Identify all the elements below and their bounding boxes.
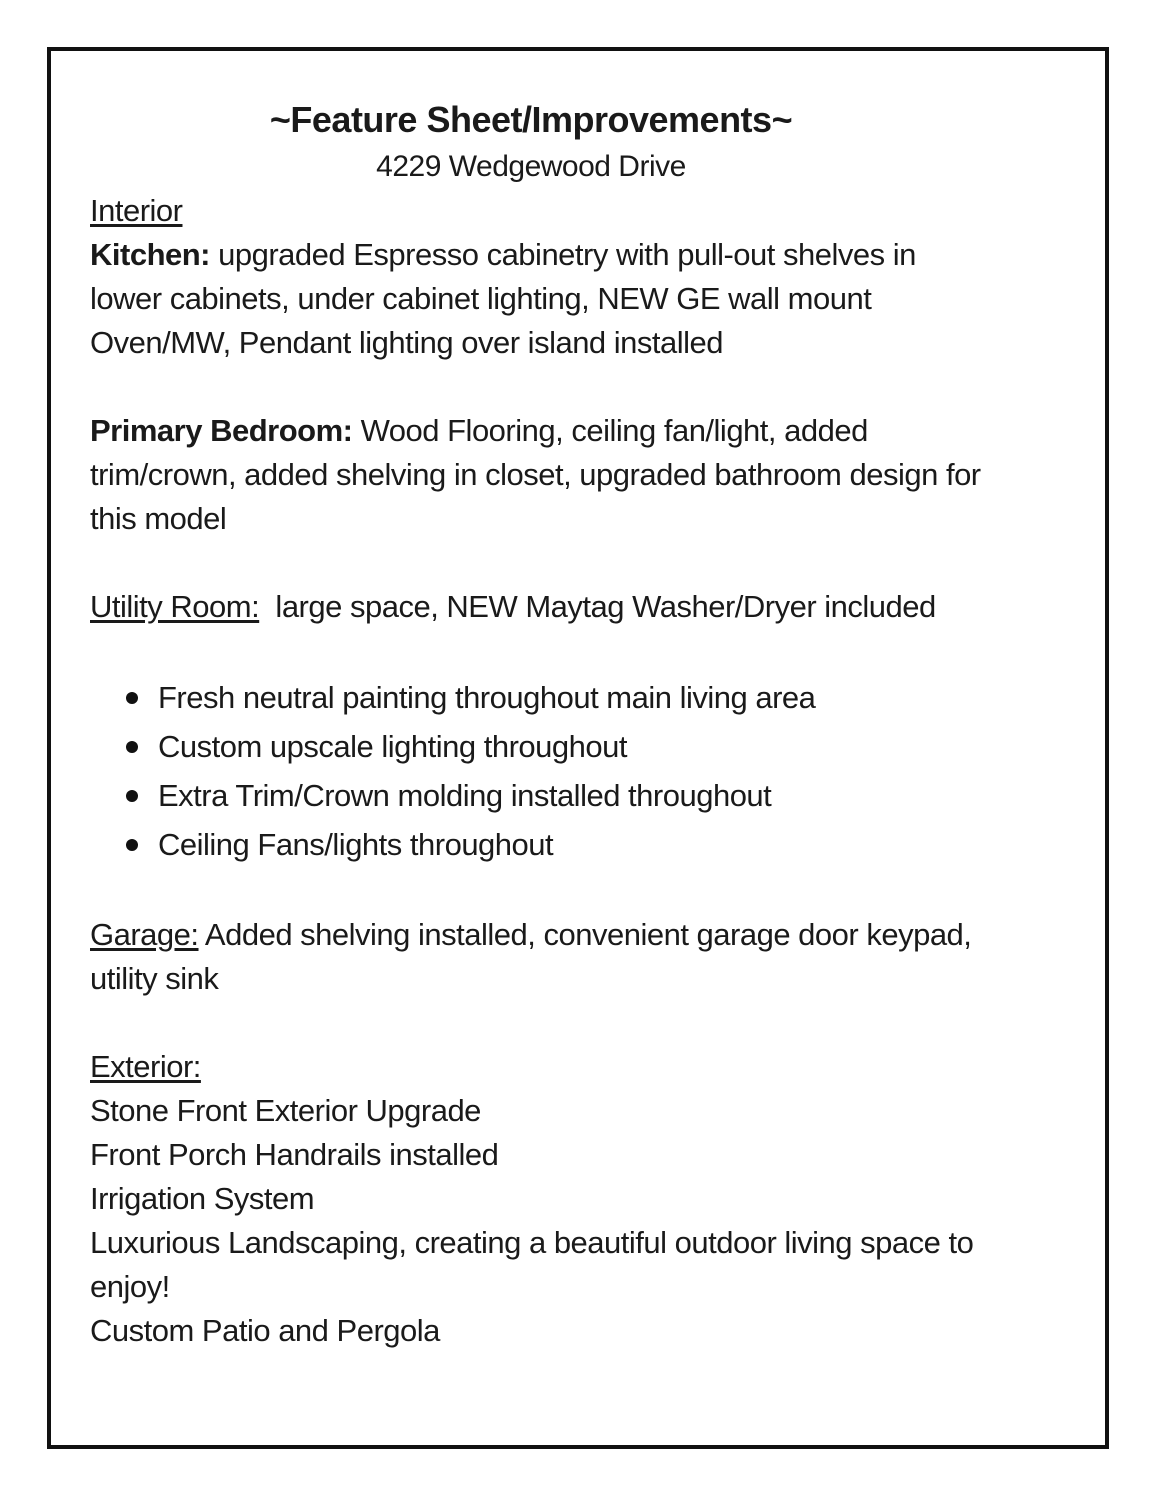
bullet-icon	[126, 692, 138, 704]
exterior-item: Stone Front Exterior Upgrade	[90, 1093, 481, 1128]
exterior-item: Luxurious Landscaping, creating a beautiful outdoor living space to enjoy!	[90, 1225, 974, 1304]
garage-section	[90, 913, 990, 1001]
exterior-item: Front Porch Handrails installed	[90, 1137, 499, 1172]
garage-text: Added shelving installed, convenient garage door keypad, utility sink	[90, 917, 972, 996]
primary-bedroom-text: Wood Flooring, ceiling fan/light, added trim/crown, added shelving in closet, upgraded bathroom design for this model	[90, 413, 981, 536]
primary-bedroom-section	[90, 409, 990, 541]
garage-label: Garage:	[90, 917, 199, 952]
interior-bullet-list	[90, 673, 990, 869]
utility-room-label: Utility Room:	[90, 589, 260, 624]
exterior-heading: Exterior:	[90, 1049, 201, 1084]
exterior-item: Irrigation System	[90, 1181, 315, 1216]
kitchen-text: upgraded Espresso cabinetry with pull-out shelves in lower cabinets, under cabinet lighting, NEW GE wall mount Oven/MW, Pendant lighting over island installed	[90, 237, 916, 360]
bullet-icon	[126, 839, 138, 851]
kitchen-section	[90, 233, 990, 365]
exterior-item: Custom Patio and Pergola	[90, 1313, 440, 1348]
utility-room-section	[90, 585, 990, 629]
property-address: 4229 Wedgewood Drive	[376, 150, 686, 183]
interior-heading: Interior	[90, 193, 183, 228]
feature-sheet	[90, 95, 990, 1353]
list-item: Extra Trim/Crown molding installed throughout	[90, 771, 990, 820]
list-item: Ceiling Fans/lights throughout	[90, 820, 990, 869]
utility-room-text: large space, NEW Maytag Washer/Dryer included	[259, 589, 936, 624]
bullet-icon	[126, 741, 138, 753]
exterior-section	[90, 1045, 990, 1353]
page-title: ~Feature Sheet/Improvements~	[269, 99, 793, 140]
kitchen-label: Kitchen:	[90, 237, 210, 272]
list-item: Fresh neutral painting throughout main living area	[90, 673, 990, 722]
bullet-icon	[126, 790, 138, 802]
primary-bedroom-label: Primary Bedroom:	[90, 413, 353, 448]
list-item: Custom upscale lighting throughout	[90, 722, 990, 771]
